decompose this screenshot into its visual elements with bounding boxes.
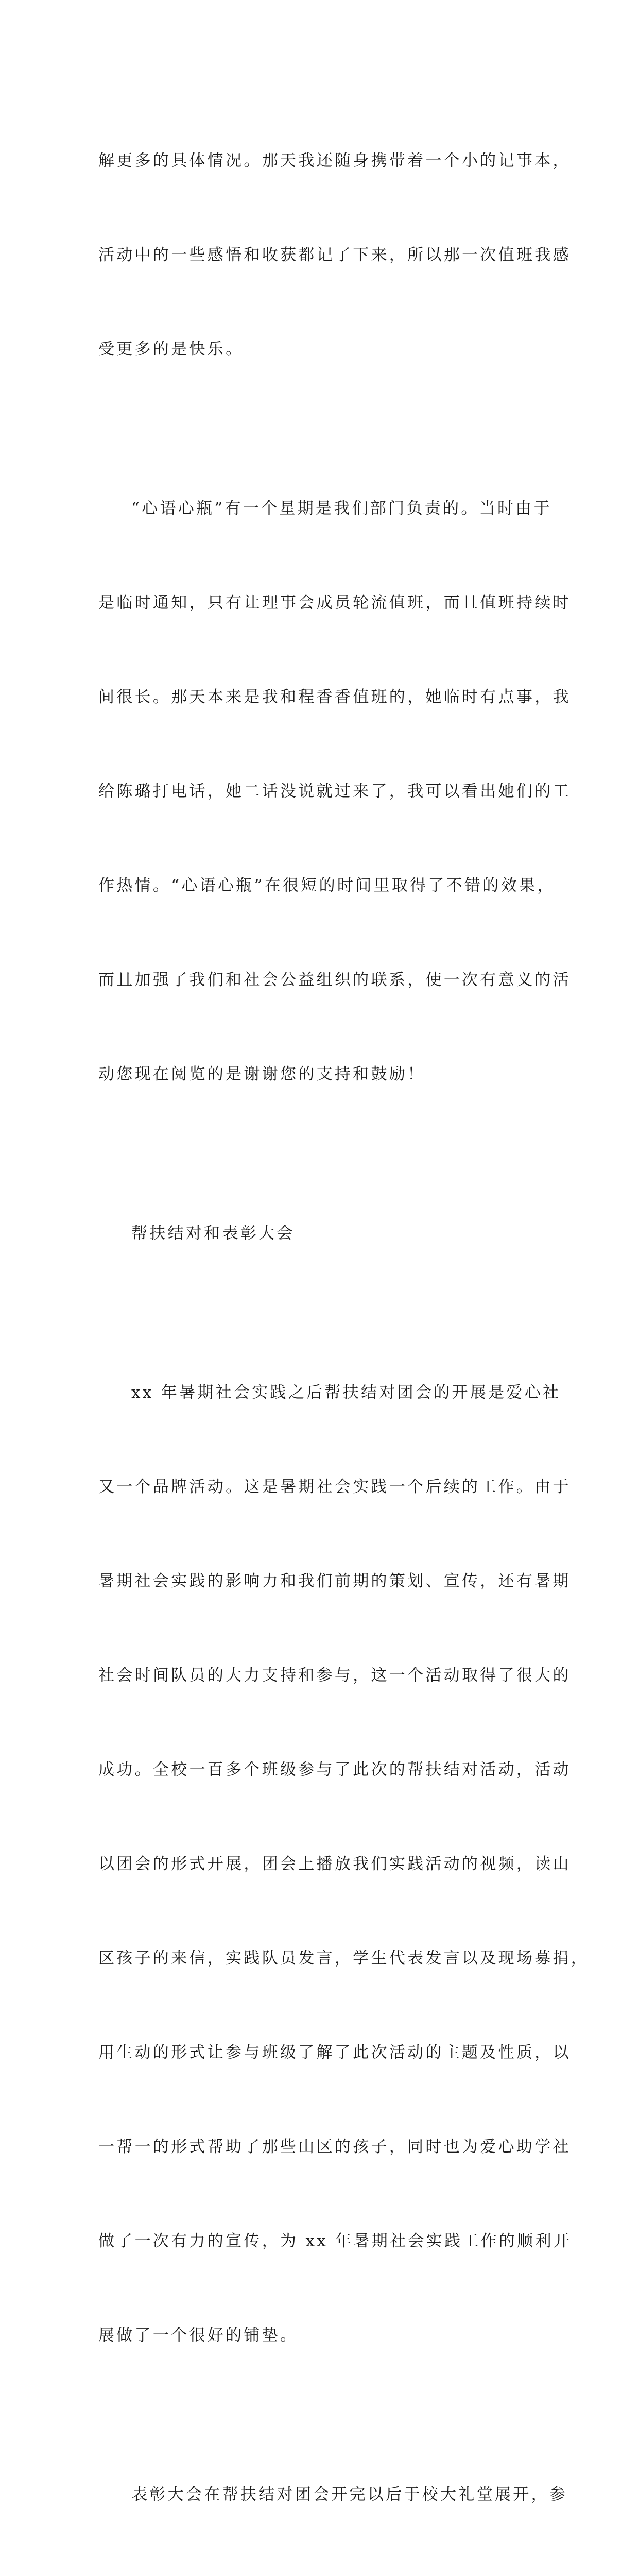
text-line: 区孩子的来信，实践队员发言，学生代表发言以及现场募捐， [98,1949,590,1968]
section-heading-text: 帮扶结对和表彰大会 [131,1224,295,1243]
text-line: 是临时通知，只有让理事会成员轮流值班，而且值班持续时 [98,594,571,612]
text-line: 动您现在阅览的是谢谢您的支持和鼓励！ [98,1065,426,1083]
text-line: 一帮一的形式帮助了那些山区的孩子，同时也为爱心助学社 [98,2138,571,2156]
section-heading [98,1155,541,1312]
paragraph-3 [98,1314,590,2414]
text-line: 展做了一个很好的铺垫。 [98,2326,299,2345]
text-line: 又一个品牌活动。这是暑期社会实践一个后续的工作。由于 [98,1478,571,1496]
text-line: 用生动的形式让参与班级了解了此次活动的主题及性质，以 [98,2043,571,2062]
paragraph-4 [98,2416,568,2576]
text-line: 间很长。那天本来是我和程香香值班的，她临时有点事，我 [98,688,571,706]
text-line: 社会时间队员的大力支持和参与，这一个活动取得了很大的 [98,1666,571,1685]
text-line: 做了一次有力的宣传，为 xx 年暑期社会实践工作的顺利开 [98,2232,572,2250]
text-line: 以团会的形式开展，团会上播放我们实践活动的视频，读山 [98,1855,571,1873]
text-line: 活动中的一些感悟和收获都记了下来，所以那一次值班我感 [98,246,571,264]
text-line: 受更多的是快乐。 [98,340,244,359]
text-line: 表彰大会在帮扶结对团会开完以后于校大礼堂展开，参 [131,2485,568,2504]
paragraph-1 [98,82,571,428]
text-line: 作热情。“心语心瓶”在很短的时间里取得了不错的效果， [98,876,556,895]
text-line: 而且加强了我们和社会公益组织的联系，使一次有意义的活 [98,971,571,989]
text-line: 成功。全校一百多个班级参与了此次的帮扶结对活动，活动 [98,1760,571,1779]
document-body [98,82,590,2576]
paragraph-2 [98,430,571,1153]
text-line: 给陈璐打电话，她二话没说就过来了，我可以看出她们的工 [98,782,571,801]
text-line: 暑期社会实践的影响力和我们前期的策划、宣传，还有暑期 [98,1572,571,1590]
text-line: 解更多的具体情况。那天我还随身携带着一个小的记事本， [98,151,571,170]
text-line: xx 年暑期社会实践之后帮扶结对团会的开展是爱心社 [131,1383,561,1402]
text-line [98,2573,541,2576]
text-line: “心语心瓶”有一个星期是我们部门负责的。当时由于 [131,499,552,518]
